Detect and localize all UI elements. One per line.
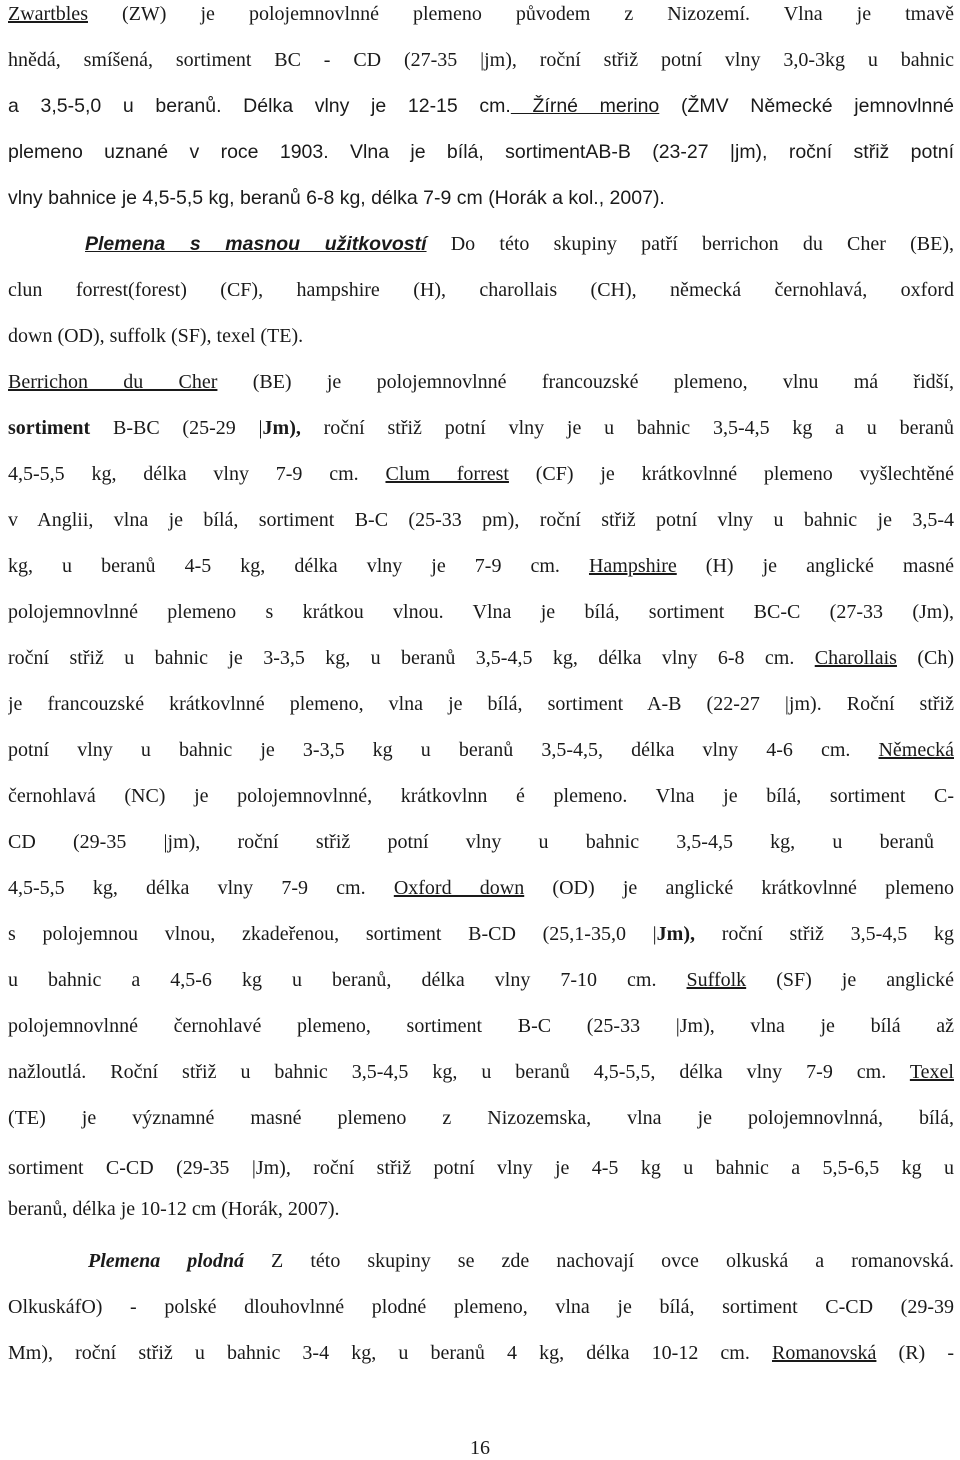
text-line: a 3,5-5,0 u beranů. Délka vlny je 12-15 cm. Žírné merino (ŽMV Německé jemnovlnné — [8, 95, 954, 117]
text-line: (TE) je významné masné plemeno z Nizozemska, vlna je polojemnovlnná, bílá, — [8, 1107, 954, 1129]
text-line: roční střiž u bahnic je 3-3,5 kg, u beranů 3,5-4,5 kg, délka vlny 6-8 cm. Charollais (Ch) — [8, 647, 954, 669]
text-line: down (OD), suffolk (SF), texel (TE). — [8, 325, 304, 347]
text-line: clun forrest(forest) (CF), hampshire (H), charollais (CH), německá černohlavá, oxford — [8, 279, 954, 301]
text-line: černohlavá (NC) je polojemnovlnné, krátkovlnn é plemeno. Vlna je bílá, sortiment C- — [8, 785, 954, 807]
text-line: Zwartbles (ZW) je polojemnovlnné plemeno původem z Nizozemí. Vlna je tmavě — [8, 3, 954, 25]
breed-name-nemecka-cernohlava: Německá — [878, 739, 954, 761]
text-line: s polojemnou vlnou, zkadeřenou, sortiment B-CD (25,1-35,0 |Jm), roční střiž 3,5-4,5 kg — [8, 923, 954, 945]
text-line: OlkuskáfO) - polské dlouhovlnné plodné plemeno, vlna je bílá, sortiment C-CD (29-39 — [8, 1296, 954, 1318]
text-line: polojemnovlnné černohlavé plemeno, sortiment B-C (25-33 |Jm), vlna je bílá až — [8, 1015, 954, 1037]
text-line: plemeno uznané v roce 1903. Vlna je bílá, sortimentAB-B (23-27 |jm), roční střiž potní — [8, 141, 954, 163]
breed-name-zwartbles: Zwartbles — [8, 3, 88, 25]
text-line: beranů, délka je 10-12 cm (Horák, 2007). — [8, 1198, 340, 1220]
text-line: polojemnovlnné plemeno s krátkou vlnou. Vlna je bílá, sortiment BC-C (27-33 (Jm), — [8, 601, 954, 623]
breed-name-charollais: Charollais — [814, 647, 897, 669]
text-line: Plemena s masnou užitkovostí Do této skupiny patří berrichon du Cher (BE), — [85, 233, 954, 255]
text-line: 4,5-5,5 kg, délka vlny 7-9 cm. Oxford down (OD) je anglické krátkovlnné plemeno — [8, 877, 954, 899]
section-heading-meat-breeds: Plemena s masnou užitkovostí — [85, 233, 427, 255]
text-line: sortiment B-BC (25-29 |Jm), roční střiž potní vlny je u bahnic 3,5-4,5 kg a u beranů — [8, 417, 954, 439]
breed-name-clum-forrest: Clum forrest — [385, 463, 509, 485]
text-line: Mm), roční střiž u bahnic 3-4 kg, u beranů 4 kg, délka 10-12 cm. Romanovská (R) - — [8, 1342, 954, 1364]
section-heading-fertile-breeds: Plemena plodná — [88, 1250, 244, 1272]
text-line: 4,5-5,5 kg, délka vlny 7-9 cm. Clum forrest (CF) je krátkovlnné plemeno vyšlechtěné — [8, 463, 954, 485]
breed-name-texel: Texel — [909, 1061, 954, 1083]
text-line: vlny bahnice je 4,5-5,5 kg, beranů 6-8 kg, délka 7-9 cm (Horák a kol., 2007). — [8, 187, 665, 209]
text-line: CD (29-35 |jm), roční střiž potní vlny u bahnic 3,5-4,5 kg, u beranů — [8, 831, 934, 853]
breed-name-berrichon: Berrichon du Cher — [8, 371, 218, 393]
text-line: je francouzské krátkovlnné plemeno, vlna je bílá, sortiment A-B (22-27 |jm). Roční střiž — [8, 693, 954, 715]
breed-name-zirne-merino: Žírné merino — [510, 95, 660, 117]
text-line: Plemena plodná Z této skupiny se zde nachovají ovce olkuská a romanovská. — [88, 1250, 954, 1272]
text-line: potní vlny u bahnic je 3-3,5 kg u beranů 3,5-4,5, délka vlny 4-6 cm. Německá — [8, 739, 954, 761]
breed-name-oxford-down: Oxford down — [393, 877, 525, 899]
breed-name-romanovska: Romanovská — [771, 1342, 877, 1364]
breed-name-hampshire: Hampshire — [588, 555, 677, 577]
text-line: Berrichon du Cher (BE) je polojemnovlnné francouzské plemeno, vlnu má řidší, — [8, 371, 954, 393]
text-line: nažloutlá. Roční střiž u bahnic 3,5-4,5 kg, u beranů 4,5-5,5, délka vlny 7-9 cm. Texel — [8, 1061, 954, 1083]
breed-name-suffolk: Suffolk — [686, 969, 747, 991]
text-line: v Anglii, vlna je bílá, sortiment B-C (25-33 pm), roční střiž potní vlny u bahnic je 3,5-4 — [8, 509, 954, 531]
text-line: kg, u beranů 4-5 kg, délka vlny je 7-9 cm. Hampshire (H) je anglické masné — [8, 555, 954, 577]
term-sortiment: sortiment — [8, 417, 91, 439]
text-line: u bahnic a 4,5-6 kg u beranů, délka vlny 7-10 cm. Suffolk (SF) je anglické — [8, 969, 954, 991]
text-line: sortiment C-CD (29-35 |Jm), roční střiž potní vlny je 4-5 kg u bahnic a 5,5-6,5 kg u — [8, 1157, 954, 1179]
page-number: 16 — [470, 1437, 490, 1459]
text-line: hnědá, smíšená, sortiment BC - CD (27-35 |jm), roční střiž potní vlny 3,0-3kg u bahnic — [8, 49, 954, 71]
